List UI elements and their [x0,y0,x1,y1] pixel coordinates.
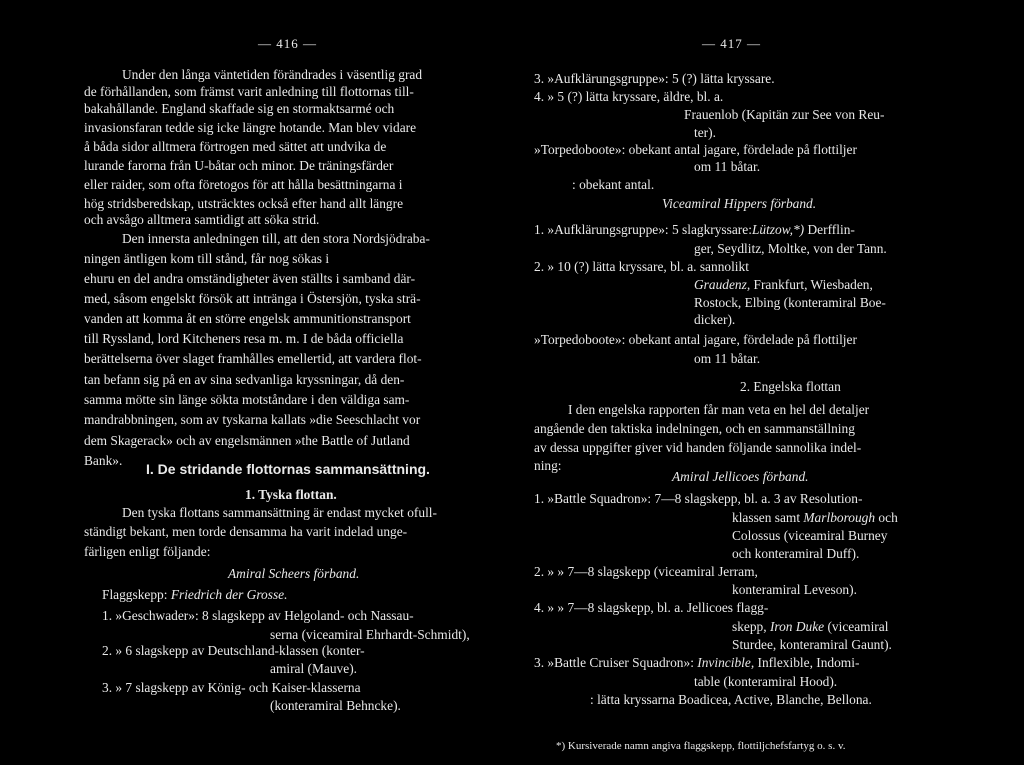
fleet-entry: och konteramiral Duff). [732,546,860,561]
fleet-entry: : obekant antal. [572,177,655,192]
subheading: 1. Tyska flottan. [245,487,337,502]
fleet-entry: 1. »Geschwader»: 8 slagskepp av Helgoland- och Nassau- [102,608,414,623]
text-line: tan befann sig på en av sina sedvanliga kryssningar, då den- [84,372,405,387]
text-line: samma mötte sin länge sökta motståndare i den väldiga sam- [84,392,410,407]
text-line: Under den långa väntetiden förändrades i väsentlig grad [122,67,423,82]
fleet-entry: om 11 båtar. [694,159,761,174]
fleet-entry: 2. » 10 (?) lätta kryssare, bl. a. sannolikt [534,259,749,274]
text-line: mandrabbningen, som av tyskarna kallats »die Seeschlacht vor [84,412,421,427]
formation-title: Amiral Jellicoes förband. [672,469,809,484]
text-line: ningen äntligen kom till stånd, får nog sökas i [84,251,330,266]
subheading: 2. Engelska flottan [740,379,841,394]
text-line: lurande farorna från U-båtar och minor. De träningsfärder [84,158,394,173]
page-number-left: — 416 — [258,36,317,51]
fleet-entry: (konteramiral Behncke). [270,698,401,713]
page-number-right: — 417 — [702,36,761,51]
fleet-entry: 2. » » 7—8 slagskepp (viceamiral Jerram, [534,564,758,579]
text-line: ehuru en del andra omständigheter även ställts i samband där- [84,271,416,286]
text-line: vanden att komma åt en större engelsk ammunitionstransport [84,311,411,326]
fleet-entry: 3. »Battle Cruiser Squadron»: Invincible, Inflexible, Indomi- [534,655,860,670]
text-line: invasionsfaran tedde sig icke längre hotande. Man blev vidare [84,120,417,135]
text-line: hög stridsberedskap, utsträcktes också efter hand allt längre [84,196,404,211]
text-line: ständigt bekant, men torde densamma ha varit indelad unge- [84,524,408,539]
fleet-entry: konteramiral Leveson). [732,582,857,597]
fleet-entry: »Torpedoboote»: obekant antal jagare, fördelade på flottiljer [534,332,857,347]
fleet-entry: serna (viceamiral Ehrhardt-Schmidt), [270,627,470,642]
text-line: bakahållande. England skaffade sig en stormaktsarmé och [84,101,395,116]
fleet-entry: Sturdee, konteramiral Gaunt). [732,637,892,652]
fleet-entry: ter). [694,125,716,140]
fleet-entry: klassen samt Marlborough och [732,510,898,525]
text-line: med, såsom engelskt försök att intränga i Östersjön, tyska strä- [84,291,421,306]
formation-title: Amiral Scheers förband. [228,566,360,581]
fleet-entry: table (konteramiral Hood). [694,674,838,689]
flagship-line [102,588,287,601]
fleet-entry: om 11 båtar. [694,351,761,366]
fleet-entry: »Torpedoboote»: obekant antal jagare, fördelade på flottiljer [534,142,857,157]
fleet-entry: Rostock, Elbing (konteramiral Boe- [694,295,886,310]
text-line: av dessa uppgifter giver vid handen följande sannolika indel- [534,440,862,455]
fleet-entry: 4. » 5 (?) lätta kryssare, äldre, bl. a. [534,89,724,104]
footnote: *) Kursiverade namn angiva flaggskepp, flottiljchefsfartyg o. s. v. [556,740,846,752]
text-line: Den innersta anledningen till, att den stora Nordsjödraba- [122,231,430,246]
text-line: angående den taktiska indelningen, och en sammanställning [534,421,855,436]
text-line: ning: [534,458,562,473]
text-line: eller raider, som ofta företogos för att hålla besättningarna i [84,177,403,192]
fleet-entry: 3. »Aufklärungsgruppe»: 5 (?) lätta kryssare. [534,71,775,86]
formation-title: Viceamiral Hippers förband. [662,196,817,211]
text-line: dem Skagerack» och av engelsmännen »the Battle of Jutland [84,433,410,448]
fleet-entry: skepp, Iron Duke (viceamiral [732,619,889,634]
fleet-entry: 2. » 6 slagskepp av Deutschland-klassen (konter- [102,643,365,658]
text-line: färligen enligt följande: [84,544,211,559]
fleet-entry: : lätta kryssarna Boadicea, Active, Blanche, Bellona. [590,692,872,707]
fleet-entry: 1. »Aufklärungsgruppe»: 5 slagkryssare:Lützow,*) Derfflin- [534,222,855,237]
text-line: de förhållanden, som främst varit anledning till flottornas till- [84,84,414,99]
text-line: Bank». [84,453,123,468]
text-line: å båda sidor alltmera förtrogen med sättet att undvika de [84,139,387,154]
text-line: Den tyska flottans sammansättning är endast mycket ofull- [122,505,437,520]
fleet-entry: 3. » 7 slagskepp av König- och Kaiser-klasserna [102,680,361,695]
fleet-entry: amiral (Mauve). [270,661,357,676]
text-line: och avsågo alltmera samtidigt att söka strid. [84,212,320,227]
fleet-entry: 4. » » 7—8 slagskepp, bl. a. Jellicoes flagg- [534,600,769,615]
flagship-label: Flaggskepp: [102,587,171,602]
fleet-entry: Frauenlob (Kapitän zur See von Reu- [684,107,885,122]
section-heading: I. De stridande flottornas sammansättning. [146,461,430,477]
text-line: I den engelska rapporten får man veta en hel del detaljer [568,402,870,417]
fleet-entry: Colossus (viceamiral Burney [732,528,888,543]
text-line: till Ryssland, lord Kitcheners resa m. m. I de båda officiella [84,331,404,346]
text-line: berättelserna över slaget framhålles emellertid, att vardera flot- [84,351,422,366]
fleet-entry: ger, Seydlitz, Moltke, von der Tann. [694,241,887,256]
fleet-entry: Graudenz, Frankfurt, Wiesbaden, [694,277,873,292]
fleet-entry: dicker). [694,312,736,327]
fleet-entry: 1. »Battle Squadron»: 7—8 slagskepp, bl. a. 3 av Resolution- [534,491,863,506]
flagship-name: Friedrich der Grosse. [170,587,288,602]
